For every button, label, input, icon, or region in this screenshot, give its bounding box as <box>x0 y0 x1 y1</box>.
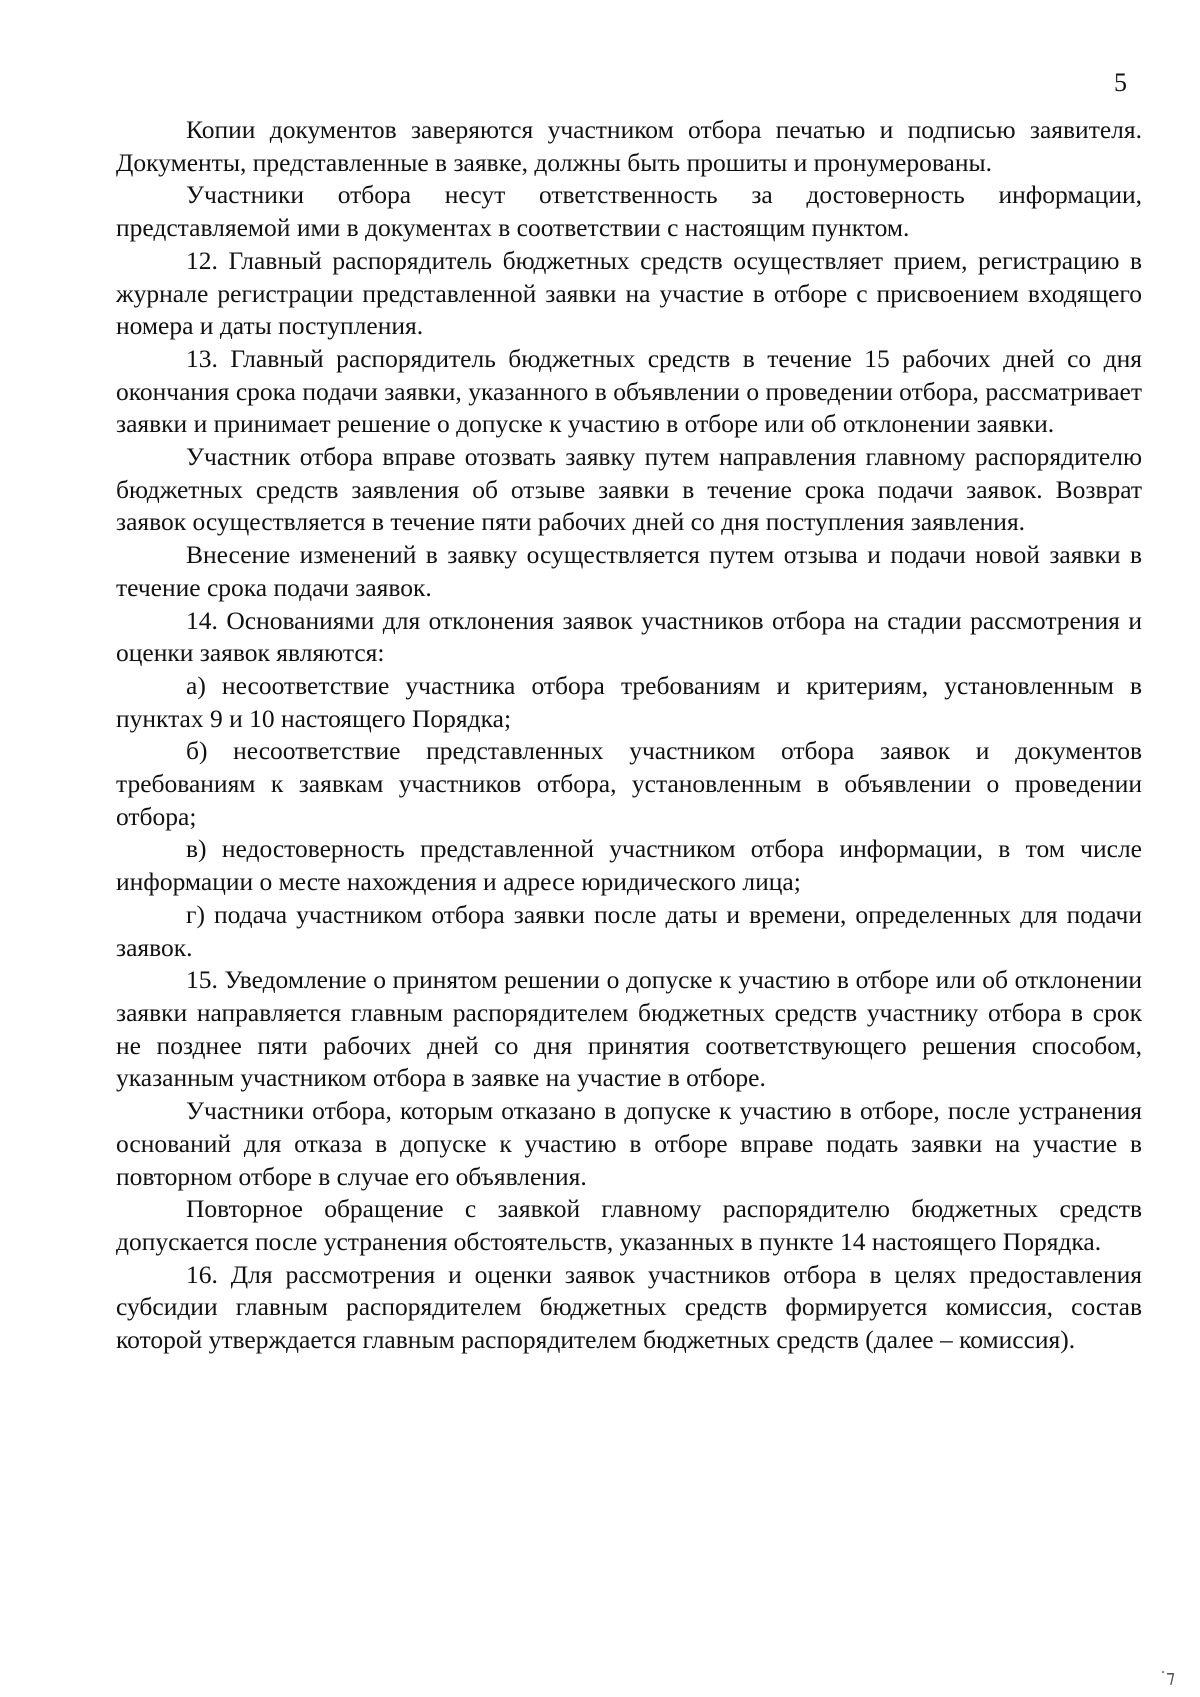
paragraph-item-14-g: г) подача участником отбора заявки после даты и времени, определенных для подачи заявок. <box>116 899 1142 962</box>
document-body <box>116 114 1142 1357</box>
paragraph-item-14-b: б) несоответствие представленных участником отбора заявок и документов требованиям к заявкам участников отбора, установленным в объявлении о проведении отбора; <box>116 736 1142 831</box>
paragraph-responsibility: Участники отбора несут ответственность за достоверность информации, представляемой ими в документах в соответствии с настоящим пунктом. <box>116 180 1142 243</box>
paragraph-item-13: 13. Главный распорядитель бюджетных средств в течение 15 рабочих дней со дня окончания срока подачи заявки, указанного в объявлении о проведении отбора, рассматривает заявки и принимает решение о допуске к участию в отборе или об отклонении заявки. <box>116 343 1142 439</box>
paragraph-item-16: 16. Для рассмотрения и оценки заявок участников отбора в целях предоставления субсидии главным распорядителем бюджетных средств формируется комиссия, состав которой утверждается главным распорядителем бюджетных средств (далее – комиссия). <box>116 1259 1142 1355</box>
paragraph-withdrawal: Участник отбора вправе отозвать заявку путем направления главному распорядителю бюджетных средств заявления об отзыве заявки в течение срока подачи заявок. Возврат заявок осуществляется в течение пяти рабочих дней со дня поступления заявления. <box>116 442 1142 537</box>
paragraph-copies-certification: Копии документов заверяются участником отбора печатью и подписью заявителя. Документы, представленные в заявке, должны быть прошиты и пронумерованы. <box>116 115 1142 177</box>
page-number: 5 <box>1114 68 1127 97</box>
paragraph-refused-participants: Участники отбора, которым отказано в допуске к участию в отборе, после устранения оснований для отказа в допуске к участию в отборе вправе подать заявки на участие в повторном отборе в случае его объявления. <box>116 1096 1142 1191</box>
paragraph-item-14: 14. Основаниями для отклонения заявок участников отбора на стадии рассмотрения и оценки заявок являются: <box>116 605 1142 668</box>
paragraph-item-14-a: а) несоответствие участника отбора требованиям и критериям, установленным в пунктах 9 и 10 настоящего Порядка; <box>116 670 1142 733</box>
paragraph-item-15: 15. Уведомление о принятом решении о допуске к участию в отборе или об отклонении заявки направляется главным распорядителем бюджетных средств участнику отбора в срок не позднее пяти рабочих дней со дня принятия соответствующего решения способом, указанным участником отбора в заявке на участие в отборе. <box>116 965 1142 1093</box>
paragraph-amendments: Внесение изменений в заявку осуществляется путем отзыва и подачи новой заявки в течение срока подачи заявок. <box>116 540 1142 602</box>
paragraph-item-12: 12. Главный распорядитель бюджетных средств осуществляет прием, регистрацию в журнале регистрации представленной заявки на участие в отборе с присвоением входящего номера и даты поступления. <box>116 245 1142 341</box>
paragraph-repeated-application: Повторное обращение с заявкой главному распорядителю бюджетных средств допускается после устранения обстоятельств, указанных в пункте 14 настоящего Порядка. <box>116 1194 1142 1256</box>
scan-corner-mark: ˙⁊ <box>1160 1667 1175 1687</box>
paragraph-item-14-v: в) недостоверность представленной участником отбора информации, в том числе информации о месте нахождения и адресе юридического лица; <box>116 834 1142 897</box>
